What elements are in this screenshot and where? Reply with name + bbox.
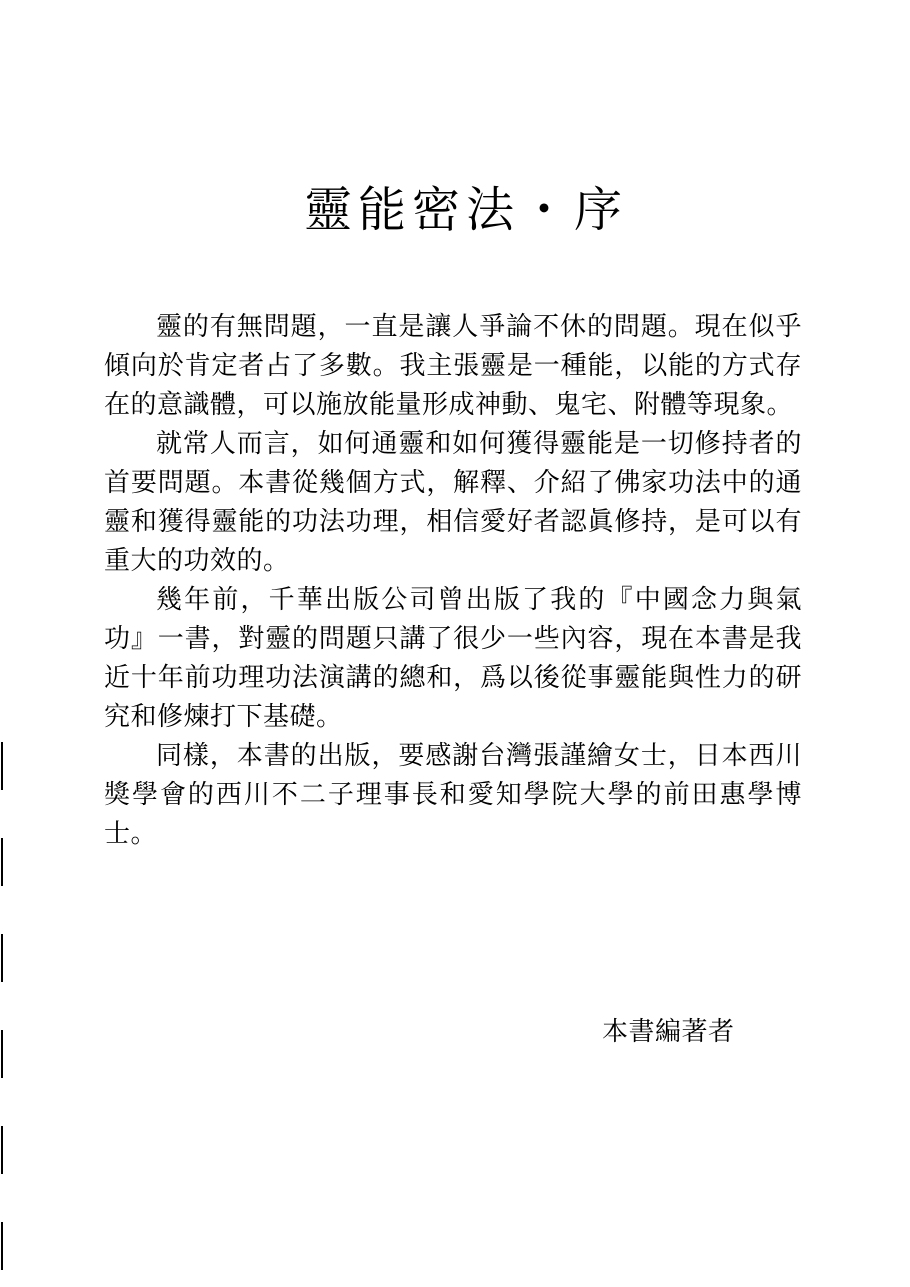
scan-edge-mark <box>1 1222 3 1270</box>
scan-edge-mark <box>1 838 3 886</box>
paragraph-2: 就常人而言，如何通靈和如何獲得靈能是一切修持者的首要問題。本書從幾個方式，解釋、介紹了佛家功法中的通靈和獲得靈能的功法功理，相信愛好者認眞修持，是可以有重大的功效的。 <box>104 429 802 576</box>
paragraph-3: 幾年前，千華出版公司曾出版了我的『中國念力與氣功』一書，對靈的問題只講了很少一些內容，現在本書是我近十年前功理功法演講的總和，爲以後從事靈能與性力的研究和修煉打下基礎。 <box>104 585 802 732</box>
scan-edge-mark <box>1 1030 3 1078</box>
scan-edge-mark <box>1 934 3 982</box>
paragraph-1: 靈的有無問題，一直是讓人爭論不休的問題。現在似乎傾向於肯定者占了多數。我主張靈是一種能，以能的方式存在的意識體，可以施放能量形成神動、鬼宅、附體等現象。 <box>104 312 802 420</box>
paragraph-4: 同樣，本書的出版，要感謝台灣張謹繪女士，日本西川獎學會的西川不二子理事長和愛知學院大學的前田惠學博士。 <box>104 741 802 849</box>
preface-body <box>104 308 802 854</box>
scan-edge-mark <box>1 742 3 790</box>
author-signature: 本書編著者 <box>602 1017 735 1047</box>
scan-edge-mark <box>1 1126 3 1174</box>
page-title: 靈能密法・序 <box>303 182 628 238</box>
